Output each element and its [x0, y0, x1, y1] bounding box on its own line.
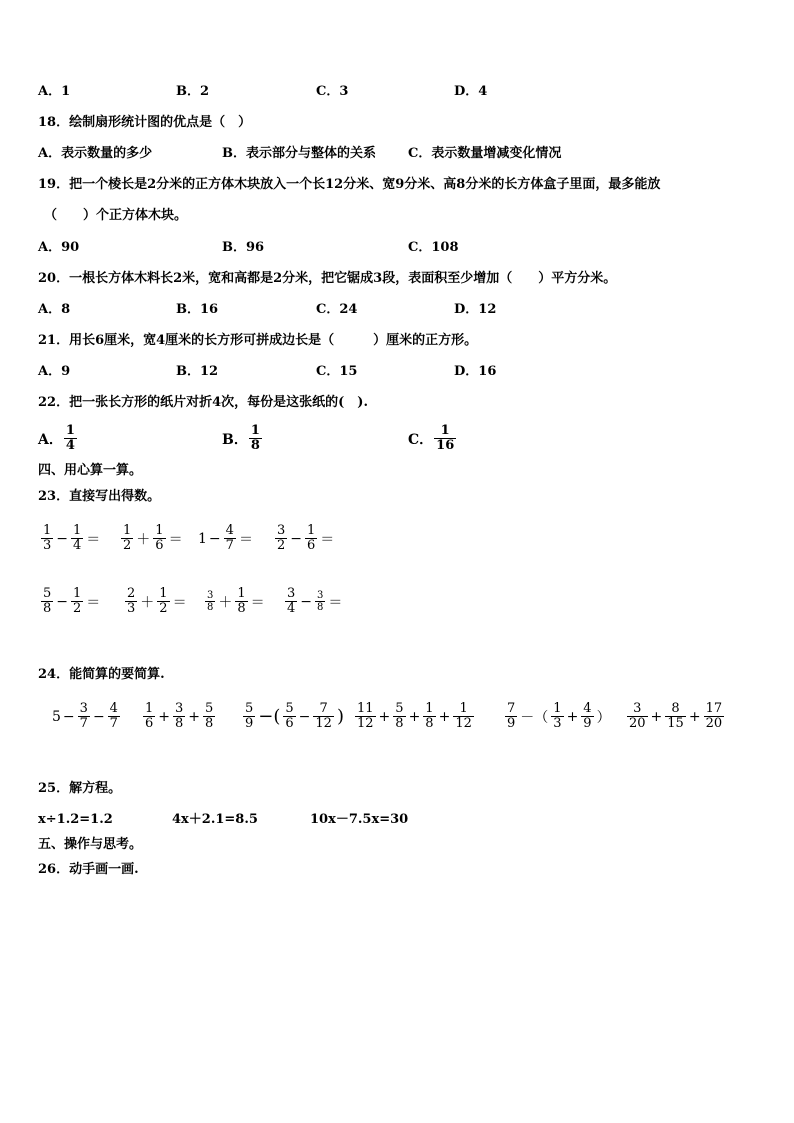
q17-option-d: D．4: [454, 84, 488, 99]
q18-option-b: B．表示部分与整体的关系: [222, 146, 376, 161]
q24-stem: 24．能简算的要简算.: [38, 667, 165, 682]
q25-equation-3: 10x－7.5x=30: [310, 812, 409, 827]
q23-r1-expr4: $\frac{3}{2}$ − $\frac{1}{6}$ ＝: [277, 523, 335, 553]
q23-stem: 23．直接写出得数。: [38, 489, 161, 504]
q23-r2-expr4: $\frac{3}{4}$ − $\frac{3}{8}$ ＝: [287, 586, 343, 616]
q25-stem: 25．解方程。: [38, 781, 122, 796]
q24-expr6: $\frac{3}{20}$ + $\frac{8}{15}$ + $\frac{17}{20}$: [629, 701, 723, 731]
q21-stem: 21．用长6厘米，宽4厘米的长方形可拼成边长是（ ）厘米的正方形。: [38, 333, 478, 348]
q24-expr4: $\frac{11}{12}$ + $\frac{5}{8}$ + $\frac{1}{8}$ + $\frac{1}{12}$: [357, 701, 472, 731]
q17-option-b: B．2: [176, 84, 210, 99]
q20-option-a: A．8: [38, 302, 71, 317]
q20-option-b: B．16: [176, 302, 219, 317]
q18-option-a: A．表示数量的多少: [38, 146, 153, 161]
section-5-heading: 五、操作与思考。: [38, 837, 143, 852]
q21-option-d: D．16: [454, 364, 497, 379]
q20-stem: 20．一根长方体木料长2米，宽和高都是2分米，把它锯成3段，表面积至少增加（ ）平方分米。: [38, 271, 617, 286]
q24-expr2: $\frac{1}{6}$ + $\frac{3}{8}$ + $\frac{5}{8}$: [145, 701, 214, 731]
q21-option-a: A．9: [38, 364, 71, 379]
q23-r2-expr3: $\frac{3}{8}$ ＋ $\frac{1}{8}$ ＝: [207, 586, 265, 616]
q22-option-a: A． $\frac{1}{4}$: [38, 423, 75, 453]
q25-equation-1: x÷1.2=1.2: [38, 812, 113, 827]
q17-option-c: C．3: [316, 84, 349, 99]
q23-r2-expr1: $\frac{5}{8}$ − $\frac{1}{2}$ ＝: [43, 586, 101, 616]
fraction: $\frac{1}{8}$: [250, 423, 260, 453]
q20-option-d: D．12: [454, 302, 497, 317]
q22-stem: 22．把一张长方形的纸片对折4次，每份是这张纸的( ).: [38, 395, 368, 410]
fraction: $\frac{1}{4}$: [65, 423, 75, 453]
q23-r1-expr3: 1 − $\frac{4}{7}$ ＝: [198, 523, 253, 553]
fraction: $\frac{1}{16}$: [436, 423, 455, 453]
q19-stem-line2: （ ）个正方体木块。: [44, 208, 188, 223]
q24-expr5: $\frac{7}{9}$ －（ $\frac{1}{3}$ + $\frac{4}{9}$ ）: [507, 701, 611, 731]
q24-expr1: 5 − $\frac{3}{7}$ − $\frac{4}{7}$: [52, 701, 118, 731]
q18-option-c: C．表示数量增减变化情况: [408, 146, 562, 161]
q22-option-c: C． $\frac{1}{16}$: [408, 423, 455, 453]
q19-stem-line1: 19．把一个棱长是2分米的正方体木块放入一个长12分米、宽9分米、高8分米的长方体盒子里面，最多能放: [38, 177, 661, 192]
q23-r1-expr2: $\frac{1}{2}$ ＋ $\frac{1}{6}$ ＝: [123, 523, 183, 553]
q23-r1-expr1: $\frac{1}{3}$ − $\frac{1}{4}$ ＝: [43, 523, 101, 553]
q19-option-a: A．90: [38, 240, 80, 255]
q24-expr3: $\frac{5}{9}$ −( $\frac{5}{6}$ − $\frac{7}{12}$ ): [245, 701, 344, 731]
q26-stem: 26．动手画一画.: [38, 862, 139, 877]
q17-option-a: A．1: [38, 84, 71, 99]
q25-equation-2: 4x＋2.1=8.5: [172, 812, 258, 827]
q19-option-c: C．108: [408, 240, 459, 255]
q22-option-b: B． $\frac{1}{8}$: [222, 423, 260, 453]
q23-r2-expr2: $\frac{2}{3}$ ＋ $\frac{1}{2}$ ＝: [127, 586, 187, 616]
q18-stem: 18．绘制扇形统计图的优点是（ ）: [38, 115, 252, 130]
q21-option-c: C．15: [316, 364, 358, 379]
q21-option-b: B．12: [176, 364, 219, 379]
q20-option-c: C．24: [316, 302, 358, 317]
section-4-heading: 四、用心算一算。: [38, 463, 143, 478]
q19-option-b: B．96: [222, 240, 265, 255]
